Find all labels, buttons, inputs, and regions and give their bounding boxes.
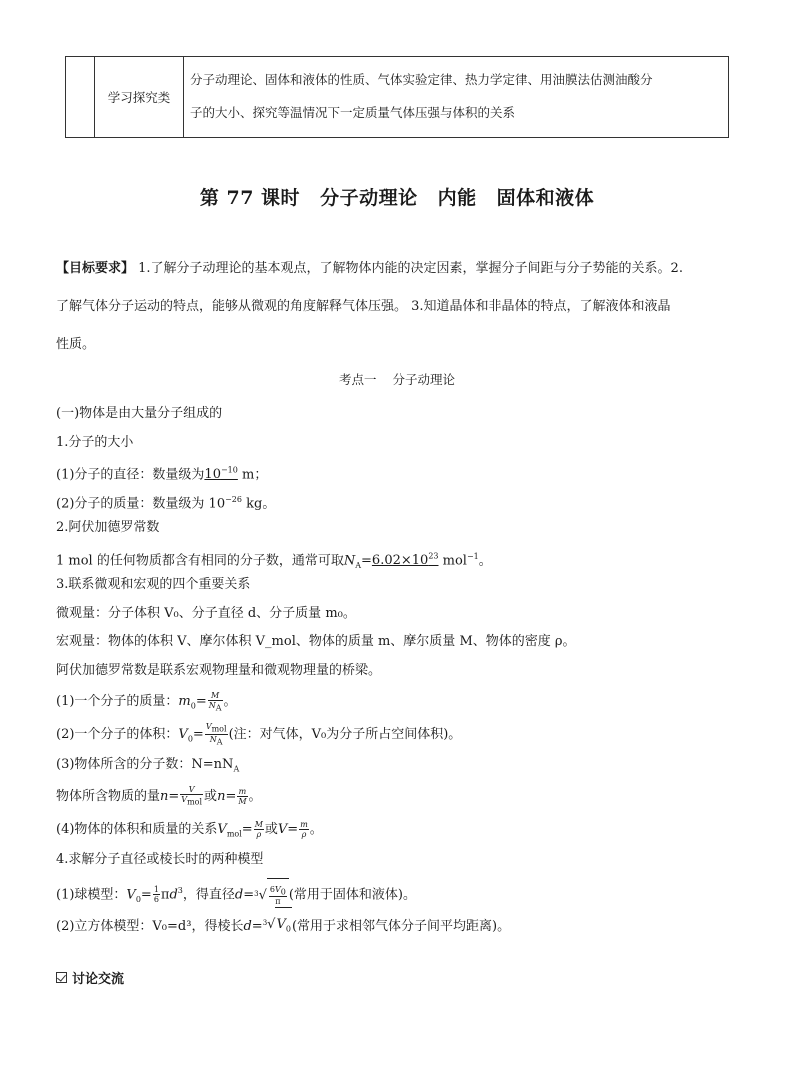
- text-span: m；: [237, 467, 268, 483]
- goals-line: 了解气体分子运动的特点，能够从微观的角度解释气体压强。 3.知道晶体和非晶体的特点，了解液体和液晶: [56, 299, 671, 314]
- subscript: A: [355, 560, 362, 570]
- table-content-line: 子的大小、探究等温情况下一定质量气体压强与体积的关系: [190, 105, 516, 120]
- text-line: 微观量：分子体积 V₀、分子直径 d、分子质量 m₀。: [56, 605, 356, 621]
- goals-line: 性质。: [56, 337, 96, 352]
- lesson-number: 第 77 课时: [199, 187, 301, 209]
- content-body: [56, 400, 746, 940]
- text-span: 6.02×10: [371, 552, 429, 568]
- exponent: −10: [220, 466, 238, 475]
- table-blank-cell: [66, 57, 95, 137]
- checkbox-icon: [56, 972, 67, 983]
- goals-tag: 【目标要求】: [56, 261, 135, 276]
- table-content-cell: [184, 57, 728, 137]
- formula-line: (1)球模型：$V_0=$ $\frac{1}{6}$ $\pi d^3$，得直径d=$^3$√ $\frac{6V_0}{\pi}$ (常用于固体和液体)。: [56, 874, 746, 907]
- goals-line: 1.了解分子动理论的基本观点，了解物体内能的决定因素，掌握分子间距与分子势能的关系。2.: [138, 261, 683, 276]
- section-heading: [0, 370, 794, 388]
- text-span: 10: [204, 467, 221, 483]
- heading-line: 2.阿伏加德罗常数: [56, 520, 160, 535]
- text-span: 或: [264, 821, 278, 837]
- text-span: (3)物体所含的分子数：N=nN: [56, 757, 234, 772]
- heading-line: (一)物体是由大量分子组成的: [56, 406, 223, 421]
- text-span: ，得直径: [182, 887, 235, 903]
- text-span: 物体所含物质的量: [56, 788, 161, 804]
- text-span: kg。: [241, 495, 276, 511]
- discussion-label: 讨论交流: [72, 972, 125, 987]
- text-span: (2)立方体模型：V₀=d³，得棱长: [56, 918, 244, 934]
- goals-paragraph: [56, 250, 746, 364]
- title-part: 内能: [437, 187, 477, 209]
- text-span: (2)一个分子的体积：: [56, 727, 179, 742]
- text-span: (2)分子的质量：数量级为 10: [56, 495, 226, 511]
- formula-line: (2)一个分子的体积：$V_0=$ $\frac{V_{mol}}{N_A}$ (注：对气体，V₀为分子所占空间体积)。: [56, 722, 462, 747]
- text-span: 1 mol 的任何物质都含有相同的分子数，通常可取: [56, 552, 344, 568]
- table-content-line: 分子动理论、固体和液体的性质、气体实验定律、热力学定律、用油膜法估测油酸分: [190, 72, 653, 87]
- table-category-cell: 学习探究类: [95, 57, 184, 137]
- formula-line: (1)一个分子的质量：$m_0=$ $\frac{M}{N_A}$ 。: [56, 690, 237, 713]
- text-line: [56, 457, 746, 486]
- discussion-heading: [56, 968, 124, 987]
- heading-line: 3.联系微观和宏观的四个重要关系: [56, 577, 251, 592]
- text-span: mol: [438, 552, 467, 568]
- formula-line: (2)立方体模型：V₀=d³，得棱长$d=^3√V_0$(常用于求相邻气体分子间平均距离)。: [56, 907, 746, 940]
- symbol: N: [343, 552, 356, 568]
- heading-line: 4.求解分子直径或棱长时的两种模型: [56, 851, 264, 867]
- text-span: 。: [478, 552, 492, 568]
- subscript: A: [233, 764, 240, 774]
- text-line: [56, 486, 746, 515]
- text-span: (1)球模型：: [56, 887, 127, 903]
- text-line: [56, 543, 746, 572]
- text-span: (常用于求相邻气体分子间平均距离)。: [291, 918, 511, 934]
- kaodian-label: 考点一: [338, 372, 377, 387]
- formula-line: [56, 751, 746, 780]
- text-span: (1)分子的直径：数量级为: [56, 467, 205, 483]
- title-part: 分子动理论: [320, 187, 418, 209]
- exponent: 23: [428, 551, 439, 561]
- topic-table: [65, 56, 729, 138]
- answer-underline: [372, 553, 439, 568]
- text-span: (4)物体的体积和质量的关系: [56, 821, 218, 837]
- exponent: −1: [466, 551, 479, 561]
- exponent: −26: [225, 494, 242, 504]
- text-span: =: [361, 552, 372, 568]
- kaodian-name: 分子动理论: [392, 372, 456, 387]
- text-span: (1)一个分子的质量：: [56, 694, 179, 709]
- answer-underline: [204, 467, 237, 482]
- text-span: 或: [204, 788, 218, 804]
- text-span: (常用于固体和液体)。: [288, 887, 417, 903]
- heading-line: 1.分子的大小: [56, 434, 134, 450]
- formula-line: 物体所含物质的量n= $\frac{V}{V_{mol}}$ 或n= $\frac{m}{M}$ 。: [56, 785, 262, 807]
- page-title: [0, 183, 794, 210]
- formula-line: (4)物体的体积和质量的关系$V_{mol}=$ $\frac{M}{\rho}$ 或V= $\frac{m}{\rho}$ 。: [56, 819, 323, 839]
- text-line: 阿伏加德罗常数是联系宏观物理量和微观物理量的桥梁。: [56, 662, 382, 678]
- title-part: 固体和液体: [496, 187, 595, 209]
- text-span: (注：对气体，V₀为分子所占空间体积)。: [228, 727, 462, 742]
- text-line: 宏观量：物体的体积 V、摩尔体积 V_mol、物体的质量 m、摩尔质量 M、物体的密度 ρ。: [56, 634, 576, 649]
